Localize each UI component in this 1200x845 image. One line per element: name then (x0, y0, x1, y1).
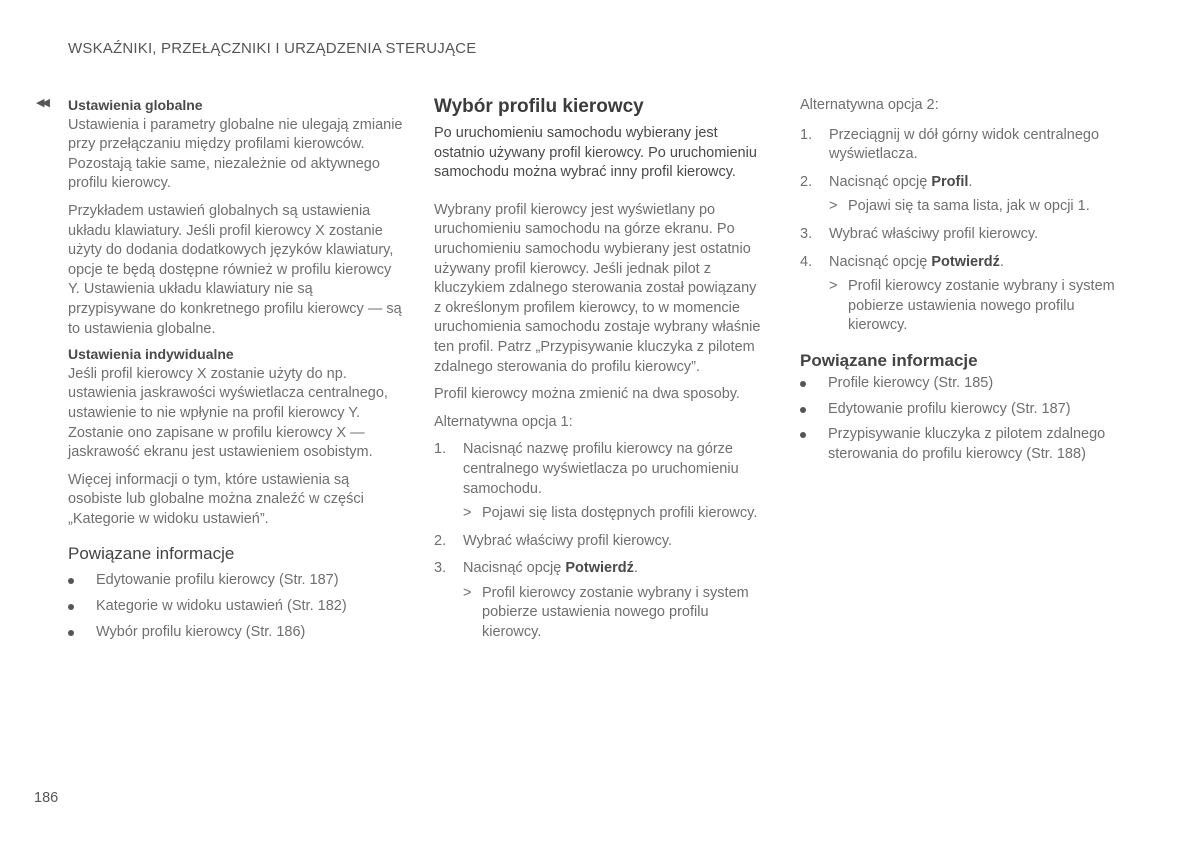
step-number: 3. (800, 225, 813, 242)
step-text: Nacisnąć opcję (829, 173, 932, 190)
section-title: Wybór profilu kierowcy (434, 96, 644, 117)
step-item (800, 225, 1122, 245)
related-link[interactable]: Profile kierowcy (Str. 185) (800, 374, 1122, 394)
bullet-icon (800, 407, 806, 413)
paragraph: Więcej informacji o tym, które ustawienia są osobiste lub globalne można znaleźć w części „Kategorie w widoku ustawień”. (68, 471, 364, 527)
result-text: Profil kierowcy zostanie wybrany i system pobierze ustawienia nowego profilu kierowcy. (482, 584, 749, 641)
bullet-icon (800, 432, 806, 438)
step-text: Nacisnąć nazwę profilu kierowcy na górze centralnego wyświetlacza po uruchomieniu samochodu. (463, 441, 739, 497)
step-emphasis: Potwierdź (931, 253, 1000, 270)
step-result (434, 504, 764, 524)
subheading-individual-settings: Ustawienia indywidualne (68, 346, 234, 363)
step-number: 2. (434, 532, 447, 549)
related-link[interactable]: Wybór profilu kierowcy (Str. 186) (68, 623, 403, 643)
step-number: 1. (800, 126, 813, 143)
result-text: Pojawi się ta sama lista, jak w opcji 1. (848, 198, 1090, 215)
bullet-icon (68, 604, 74, 610)
result-marker-icon: > (463, 584, 472, 601)
bullet-icon (68, 578, 74, 584)
related-link[interactable]: Edytowanie profilu kierowcy (Str. 187) (800, 400, 1122, 420)
step-text: Wybrać właściwy profil kierowcy. (463, 532, 673, 549)
step-result (800, 277, 1122, 336)
step-result (434, 584, 764, 643)
result-marker-icon: > (829, 198, 838, 215)
subheading-global-settings: Ustawienia globalne (68, 97, 203, 113)
related-info-title: Powiązane informacje (800, 350, 978, 370)
step-item (800, 126, 1122, 165)
result-marker-icon: > (463, 505, 472, 522)
step-text: Nacisnąć opcję (463, 560, 566, 577)
step-item: 2. Nacisnąć opcję Profil. (800, 173, 1122, 193)
result-text: Profil kierowcy zostanie wybrany i system pobierze ustawienia nowego profilu kierowcy. (848, 278, 1115, 334)
paragraph: Ustawienia i parametry globalne nie ulegają zmianie przy przełączaniu między profilami kierowców. Pozostają takie same, niezależnie od aktywnego profilu kierowcy. (68, 116, 403, 192)
step-number: 1. (434, 441, 447, 458)
step-number: 2. (800, 173, 813, 190)
lead-paragraph: Po uruchomieniu samochodu wybierany jest ostatnio używany profil kierowcy. Po uruchomieniu samochodu można wybrać inny profil kierowcy. (434, 125, 757, 181)
column-right (800, 96, 1122, 464)
continuation-marker-icon: ◀◀ (36, 97, 47, 109)
step-number: 3. (434, 560, 447, 577)
related-link[interactable]: Edytowanie profilu kierowcy (Str. 187) (68, 571, 403, 591)
step-number: 4. (800, 253, 813, 270)
bullet-icon (800, 381, 806, 387)
step-result (800, 197, 1122, 217)
step-item: 3. Nacisnąć opcję Potwierdź. (434, 559, 764, 579)
paragraph: Alternatywna opcja 1: (434, 413, 573, 430)
page-number: 186 (34, 790, 59, 806)
related-info-title: Powiązane informacje (68, 544, 235, 564)
paragraph: Przykładem ustawień globalnych są ustawienia układu klawiatury. Jeśli profil kierowcy X zostanie użyty do dodania dodatkowych języków klawiatury, opcje te będą dostępne również w profilu kierowcy Y. Ustawienia układu klawiatury nie są przypisywane do konkretnego profilu kierowcy — są to ustawienia globalne. (68, 202, 402, 337)
related-link[interactable]: Kategorie w widoku ustawień (Str. 182) (68, 597, 403, 617)
bullet-icon (68, 630, 74, 636)
step-item (434, 532, 764, 552)
step-text: Nacisnąć opcję (829, 253, 932, 270)
step-emphasis: Potwierdź (565, 560, 634, 577)
related-info-list (68, 571, 403, 642)
result-marker-icon: > (829, 278, 838, 295)
related-info-list (800, 374, 1122, 464)
step-item: 4. Nacisnąć opcję Potwierdź. (800, 253, 1122, 273)
paragraph: Alternatywna opcja 2: (800, 97, 939, 113)
related-link[interactable]: Przypisywanie kluczyka z pilotem zdalnego sterowania do profilu kierowcy (Str. 188) (800, 425, 1122, 464)
result-text: Pojawi się lista dostępnych profili kierowcy. (482, 505, 758, 522)
step-emphasis: Profil (931, 173, 969, 190)
paragraph: Jeśli profil kierowcy X zostanie użyty do np. ustawienia jaskrawości wyświetlacza centralnego, ustawienie to nie wpłynie na profil kierowcy Y. Zostanie ono zapisane w profilu kierowcy X — jaskrawość ekranu jest ustawieniem osobistym. (68, 365, 388, 461)
step-text: Przeciągnij w dół górny widok centralnego wyświetlacza. (829, 126, 1100, 163)
paragraph: Profil kierowcy można zmienić na dwa sposoby. (434, 386, 740, 403)
column-middle (434, 96, 764, 643)
step-item (434, 440, 764, 499)
page-header: WSKAŹNIKI, PRZEŁĄCZNIKI I URZĄDZENIA STERUJĄCE (68, 40, 477, 57)
column-left (68, 96, 403, 642)
paragraph: Wybrany profil kierowcy jest wyświetlany po uruchomieniu samochodu na górze ekranu. Po uruchomieniu samochodu wybierany jest ostatnio używany profil kierowcy. Jeśli jednak pilot z kluczykiem zdalnego sterowania został powiązany z określonym profilem kierowcy, to w momencie uruchomienia samochodu zostaje wybrany właśnie ten profil. Patrz „Przypisywanie kluczyka z pilotem zdalnego sterowania do profilu kierowcy”. (434, 201, 761, 375)
step-text: Wybrać właściwy profil kierowcy. (829, 225, 1039, 242)
